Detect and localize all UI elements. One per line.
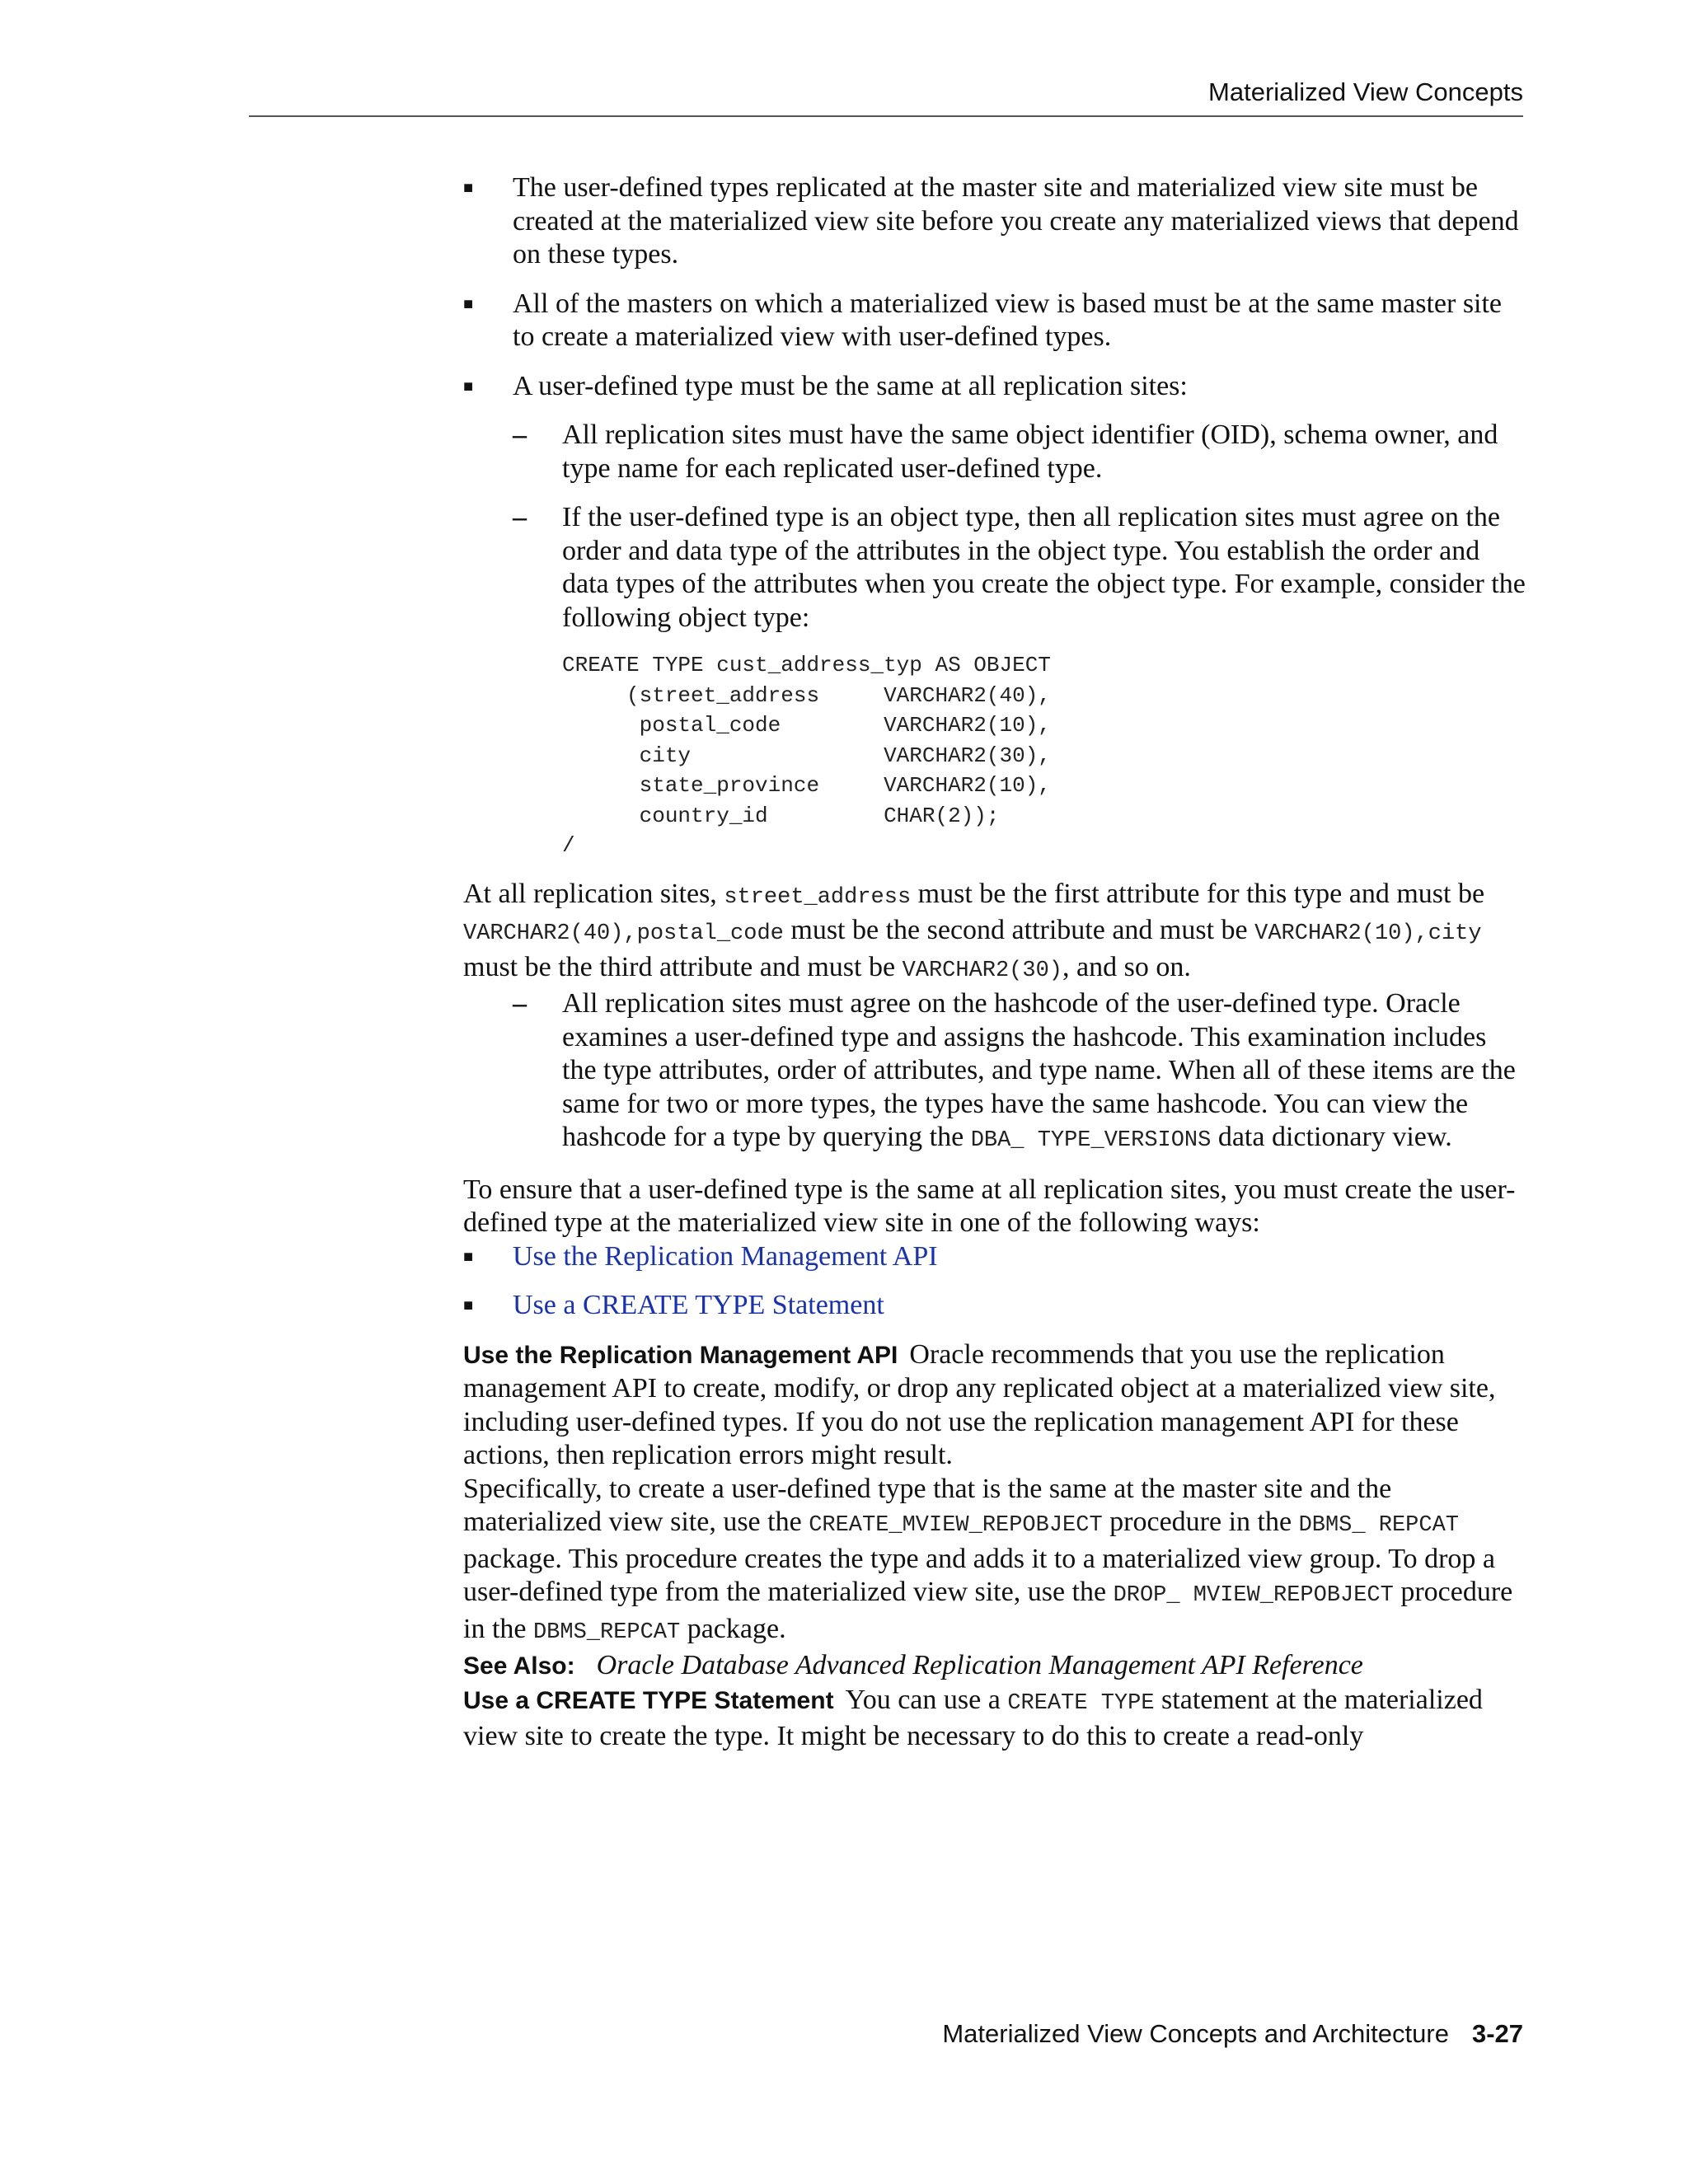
bullet-text: The user-defined types replicated at the master site and materialized view site must be created at the materialized view site before you create any materialized views that depend on these types.	[513, 172, 1519, 269]
text-run: statement at the materialized view site to create the type. It might be necessary to do this to create a read-only	[463, 1684, 1483, 1751]
text-run: Specifically, to create a user-defined type that is the same at the master site and the materialized view site, use the	[463, 1473, 1392, 1537]
dash-bullet-icon: –	[513, 502, 527, 532]
text-run: , and so on.	[1062, 951, 1191, 982]
dash-bullet-icon: –	[513, 988, 527, 1019]
square-bullet-icon: ■	[463, 179, 474, 197]
api-section-paragraph	[463, 1338, 1526, 1473]
inline-code: VARCHAR2(40),postal_code	[463, 921, 784, 946]
text-run: must be the third attribute and must be	[463, 951, 903, 982]
sub-item	[513, 501, 1526, 635]
text-run: must be the first attribute for this type and must be	[911, 878, 1485, 909]
sub-item-text	[562, 987, 1526, 1158]
section-heading: Use a CREATE TYPE Statement	[463, 1686, 834, 1714]
text-run: All replication sites must agree on the hashcode of the user-defined type. Oracle examines a user-defined type and assigns the hashcode. This examination includes the type attributes, order of attributes, and type name. When all of these items are the same for two or more types, the types have the same hashcode. You can view the hashcode for a type by querying the	[562, 988, 1516, 1152]
square-bullet-icon: ■	[463, 377, 474, 396]
inline-code: DBMS_ REPCAT	[1298, 1513, 1459, 1538]
page-header	[249, 73, 1523, 117]
create-section-paragraph	[463, 1684, 1526, 1754]
running-header-title: Materialized View Concepts	[1208, 77, 1523, 106]
link-bullet-item	[463, 1289, 1526, 1323]
square-bullet-icon: ■	[463, 294, 474, 313]
text-run: procedure in the	[1102, 1507, 1299, 1537]
inline-code: DBMS_REPCAT	[532, 1619, 681, 1645]
bullet-text: All of the masters on which a materialized view is based must be at the same master site to create a materialized view with user-defined types.	[513, 288, 1503, 352]
inline-code: CREATE_MVIEW_REPOBJECT	[809, 1513, 1103, 1538]
code-block: CREATE TYPE cust_address_typ AS OBJECT (street_address VARCHAR2(40), postal_code VARCHAR2(10), city VARCHAR2(30), state_province VARCHAR2(10), country_id CHAR(2)); /	[562, 653, 1051, 858]
sub-item	[513, 987, 1526, 1158]
text-run: You can use a	[845, 1684, 1008, 1715]
see-also-label: See Also:	[463, 1652, 575, 1680]
text-run: package.	[680, 1613, 786, 1644]
bullet-item	[463, 171, 1526, 272]
inline-code: VARCHAR2(10),city	[1254, 921, 1482, 946]
link-bullet-item	[463, 1240, 1526, 1274]
attribute-order-paragraph	[463, 878, 1526, 988]
inline-code: street_address	[724, 884, 912, 910]
ensure-paragraph: To ensure that a user-defined type is the same at all replication sites, you must create the user-defined type at the materialized view site in one of the following ways:	[463, 1174, 1516, 1238]
section-heading: Use the Replication Management API	[463, 1341, 898, 1369]
page-number: 3-27	[1471, 2019, 1523, 2048]
square-bullet-icon: ■	[463, 1296, 474, 1315]
inline-code: DROP_ MVIEW_REPOBJECT	[1113, 1583, 1394, 1608]
page-footer	[942, 2019, 1523, 2049]
bullet-item	[463, 288, 1526, 354]
inline-code: DBA_ TYPE_VERSIONS	[970, 1128, 1212, 1153]
sub-item	[513, 419, 1526, 485]
bullet-item	[463, 370, 1526, 404]
text-run: must be the second attribute and must be	[783, 915, 1255, 945]
link-replication-management-api[interactable]: Use the Replication Management API	[513, 1240, 938, 1272]
sub-item-text: All replication sites must have the same object identifier (OID), schema owner, and type name for each replicated user-defined type.	[562, 419, 1498, 484]
see-also-note	[463, 1649, 1526, 1684]
specifically-paragraph	[463, 1473, 1526, 1650]
dash-bullet-icon: –	[513, 419, 527, 450]
sub-item-text: If the user-defined type is an object type, then all replication sites must agree on the order and data type of the attributes in the object type. You establish the order and data types of the attributes when you create the object type. For example, consider the following object type:	[562, 502, 1526, 633]
text-run: At all replication sites,	[463, 878, 724, 909]
inline-code: CREATE TYPE	[1007, 1690, 1155, 1716]
text-run: Oracle recommends that you use the replication management API to create, modify, or drop any replicated object at a materialized view site, including user-defined types. If you do not use the replication management API for these actions, then replication errors might result.	[463, 1338, 1496, 1470]
see-also-reference: Oracle Database Advanced Replication Management API Reference	[596, 1650, 1363, 1680]
text-run: package. This procedure creates the type and adds it to a materialized view group. To drop a user-defined type from the materialized view site, use the	[463, 1543, 1496, 1607]
square-bullet-icon: ■	[463, 1247, 474, 1266]
text-run: procedure in the	[463, 1577, 1513, 1644]
footer-title: Materialized View Concepts and Architecture	[942, 2019, 1449, 2048]
link-create-type-statement[interactable]: Use a CREATE TYPE Statement	[513, 1290, 884, 1320]
bullet-text: A user-defined type must be the same at all replication sites:	[513, 370, 1188, 401]
inline-code: VARCHAR2(30)	[902, 958, 1062, 983]
page-body	[463, 171, 1526, 1754]
text-run: data dictionary view.	[1211, 1122, 1452, 1152]
